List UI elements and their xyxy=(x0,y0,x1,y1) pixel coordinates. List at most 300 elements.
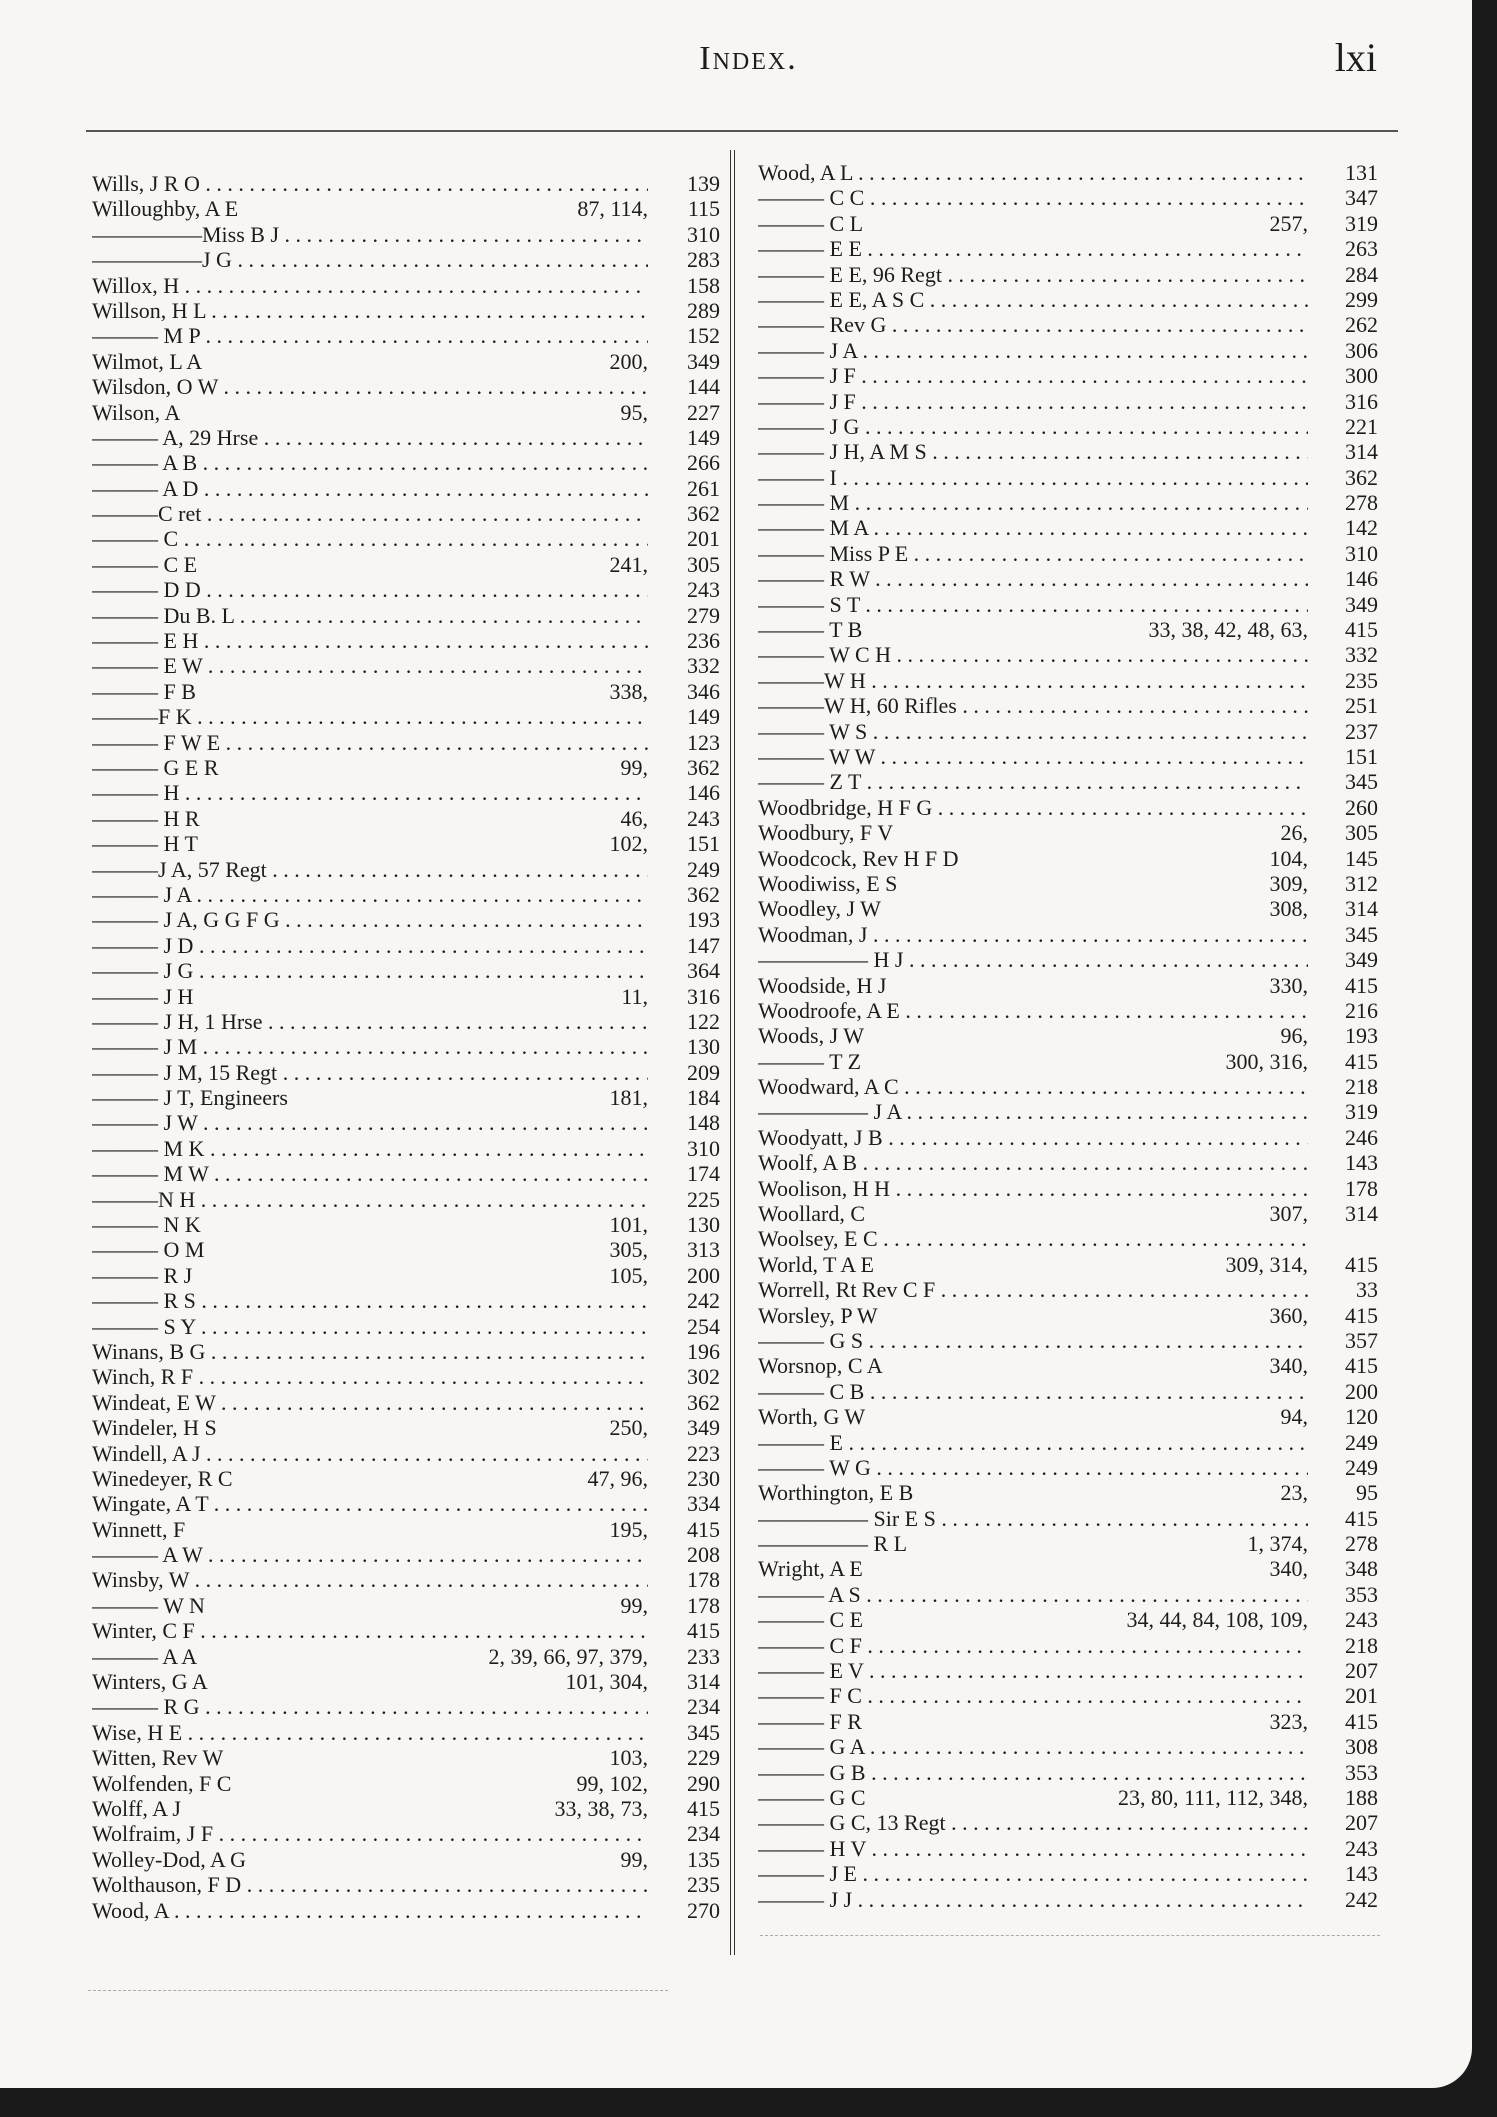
index-entry xyxy=(92,1821,726,1846)
entry-page: 334 xyxy=(687,1491,720,1517)
index-entry xyxy=(758,262,1378,287)
entry-name: ——— A S . . . xyxy=(758,1582,1308,1607)
entry-name: ——— Rev G . . . xyxy=(758,312,1308,337)
entry-name: ——— M K . . . xyxy=(92,1136,648,1161)
entry-page: 332 xyxy=(1345,642,1378,668)
entry-page: 174 xyxy=(687,1161,720,1187)
entry-name: Wilmot, L A xyxy=(92,348,203,374)
index-column-left xyxy=(92,171,726,1923)
index-entry xyxy=(92,806,726,831)
index-entry xyxy=(92,933,726,958)
entry-page: 349 xyxy=(1345,947,1378,973)
entry-references: 250, xyxy=(606,1415,649,1440)
entry-page: 261 xyxy=(687,475,720,501)
entry-name: ———J A, 57 Regt . . . xyxy=(92,857,648,882)
entry-name: ——— J G . . . xyxy=(758,414,1308,439)
index-entry xyxy=(92,1872,726,1897)
entry-page: 310 xyxy=(1345,540,1378,566)
entry-page: 243 xyxy=(1345,1835,1378,1861)
index-entry xyxy=(758,693,1378,718)
entry-page: 123 xyxy=(687,729,720,755)
entry-page: 415 xyxy=(1345,1251,1378,1277)
entry-name: Willoughby, A E xyxy=(92,196,239,222)
entry-page: 151 xyxy=(687,831,720,857)
index-entry xyxy=(758,795,1378,820)
entry-name: Wolfraim, J F . . . xyxy=(92,1821,648,1846)
entry-name: Windeat, E W . . . xyxy=(92,1390,648,1415)
entry-name: ——— J H, A M S . . . xyxy=(758,439,1308,464)
entry-name: ——— S Y . . . xyxy=(92,1314,648,1339)
index-entry xyxy=(92,1060,726,1085)
entry-page: 260 xyxy=(1345,794,1378,820)
entry-name: Winter, C F . . . xyxy=(92,1618,648,1643)
entry-name: ——— A D . . . xyxy=(92,476,648,501)
entry-page: 236 xyxy=(687,628,720,654)
index-entry xyxy=(758,1760,1378,1785)
entry-name: ———N H . . . xyxy=(92,1187,648,1212)
entry-page: 143 xyxy=(1345,1150,1378,1176)
entry-page: 243 xyxy=(1345,1607,1378,1633)
entry-name: Worrell, Rt Rev C F . . . xyxy=(758,1277,1308,1302)
entry-name: ——— E E, A S C . . . xyxy=(758,287,1308,312)
entry-references: 308, xyxy=(1266,896,1309,921)
index-entry xyxy=(758,1125,1378,1150)
entry-page: 313 xyxy=(687,1237,720,1263)
entry-page: 200 xyxy=(687,1262,720,1288)
entry-name: ——— E E . . . xyxy=(758,236,1308,261)
entry-name: Wills, J R O . . . xyxy=(92,171,648,196)
entry-page: 305 xyxy=(687,551,720,577)
index-entry xyxy=(758,642,1378,667)
entry-name: Woolf, A B . . . xyxy=(758,1150,1308,1175)
index-entry xyxy=(92,1237,726,1262)
index-entry xyxy=(758,668,1378,693)
entry-page: 188 xyxy=(1345,1785,1378,1810)
index-entry xyxy=(758,922,1378,947)
entry-name: ——— Miss P E . . . xyxy=(758,541,1308,566)
entry-page: 146 xyxy=(687,780,720,806)
entry-page: 95 xyxy=(1356,1480,1378,1506)
entry-page: 306 xyxy=(1345,337,1378,363)
entry-name: ——— E W . . . xyxy=(92,653,648,678)
index-entry xyxy=(758,338,1378,363)
entry-name: ——— J A . . . xyxy=(92,882,648,907)
entry-name: Wood, A . . . xyxy=(92,1898,648,1923)
index-entry xyxy=(758,1150,1378,1175)
footer-rule-left xyxy=(88,1990,668,1991)
index-entry xyxy=(758,1861,1378,1886)
index-entry xyxy=(758,1353,1378,1378)
entry-page: 415 xyxy=(1345,1708,1378,1734)
entry-page: 314 xyxy=(1345,896,1378,922)
index-entry xyxy=(758,1785,1378,1810)
entry-name: ——— R W . . . xyxy=(758,566,1308,591)
entry-name: ————— J A . . . xyxy=(758,1099,1308,1124)
entry-page: 362 xyxy=(1345,464,1378,490)
index-entry xyxy=(92,730,726,755)
entry-name: Woodman, J . . . xyxy=(758,922,1308,947)
index-entry xyxy=(92,1542,726,1567)
index-entry xyxy=(92,1618,726,1643)
index-entry xyxy=(92,1187,726,1212)
entry-page: 279 xyxy=(687,602,720,628)
entry-name: Wilson, A xyxy=(92,399,181,425)
index-entry xyxy=(92,400,726,425)
index-entry xyxy=(92,273,726,298)
entry-name: ——— F C . . . xyxy=(758,1683,1308,1708)
entry-references: 99, xyxy=(617,755,649,780)
page-number: lxi xyxy=(1334,35,1377,80)
index-entry xyxy=(758,490,1378,515)
index-entry xyxy=(758,719,1378,744)
entry-name: ——— W S . . . xyxy=(758,719,1308,744)
entry-name: ——— J H xyxy=(92,983,194,1009)
entry-page: 120 xyxy=(1345,1404,1378,1430)
entry-name: Worsnop, C A xyxy=(758,1353,883,1379)
entry-page: 266 xyxy=(687,450,720,476)
index-entry xyxy=(758,1404,1378,1429)
entry-page: 310 xyxy=(687,1135,720,1161)
index-entry xyxy=(758,566,1378,591)
entry-name: ——— C . . . xyxy=(92,526,648,551)
entry-name: ——— W N xyxy=(92,1592,205,1618)
index-entry xyxy=(758,1810,1378,1835)
index-entry xyxy=(92,450,726,475)
entry-page: 319 xyxy=(1345,210,1378,236)
entry-references: 195, xyxy=(606,1517,649,1542)
index-entry xyxy=(92,1390,726,1415)
index-entry xyxy=(92,222,726,247)
entry-page: 149 xyxy=(687,704,720,730)
index-column-right xyxy=(758,160,1378,1912)
entry-name: ——— G B . . . xyxy=(758,1760,1308,1785)
entry-page: 193 xyxy=(1345,1023,1378,1049)
entry-name: ——— G C xyxy=(758,1785,866,1810)
index-entry xyxy=(92,1161,726,1186)
entry-page: 251 xyxy=(1345,693,1378,719)
entry-name: ——— H V . . . xyxy=(758,1836,1308,1861)
entry-page: 147 xyxy=(687,932,720,958)
entry-page: 233 xyxy=(687,1643,720,1669)
entry-name: ——— J H, 1 Hrse . . . xyxy=(92,1009,648,1034)
entry-page: 314 xyxy=(687,1669,720,1695)
index-entry xyxy=(92,1567,726,1592)
entry-name: Woodyatt, J B . . . xyxy=(758,1125,1308,1150)
entry-page: 254 xyxy=(687,1313,720,1339)
entry-page: 415 xyxy=(1345,972,1378,998)
index-entry xyxy=(758,592,1378,617)
index-entry xyxy=(758,1531,1378,1556)
entry-page: 131 xyxy=(1345,160,1378,185)
entry-name: ———F K . . . xyxy=(92,704,648,729)
entry-page: 152 xyxy=(687,323,720,349)
index-entry xyxy=(758,1556,1378,1581)
column-divider xyxy=(730,150,735,1955)
entry-page: 308 xyxy=(1345,1734,1378,1760)
entry-page: 148 xyxy=(687,1110,720,1136)
entry-page: 158 xyxy=(687,272,720,298)
entry-page: 415 xyxy=(1345,1353,1378,1379)
entry-name: ——— F R xyxy=(758,1708,862,1734)
entry-page: 178 xyxy=(687,1592,720,1618)
entry-name: ——— M W . . . xyxy=(92,1161,648,1186)
entry-page: 237 xyxy=(1345,718,1378,744)
entry-page: 139 xyxy=(687,171,720,196)
entry-page: 178 xyxy=(687,1567,720,1593)
entry-name: Woodroofe, A E . . . xyxy=(758,998,1308,1023)
entry-name: Witten, Rev W xyxy=(92,1745,224,1771)
index-entry xyxy=(758,1480,1378,1505)
entry-name: ————— H J . . . xyxy=(758,947,1308,972)
entry-name: ——— J J . . . xyxy=(758,1887,1308,1912)
entry-name: ———W H, 60 Rifles . . . xyxy=(758,693,1308,718)
index-entry xyxy=(92,1339,726,1364)
entry-name: ——— F B xyxy=(92,678,196,704)
entry-references: 305, xyxy=(606,1237,649,1262)
entry-page: 353 xyxy=(1345,1581,1378,1607)
entry-page: 144 xyxy=(687,374,720,400)
entry-references: 257, xyxy=(1266,211,1309,236)
entry-name: ——— J F . . . xyxy=(758,389,1308,414)
index-entry xyxy=(92,1441,726,1466)
entry-name: ——— E V . . . xyxy=(758,1658,1308,1683)
entry-name: ——— R S . . . xyxy=(92,1288,648,1313)
entry-name: ——— J A, G G F G . . . xyxy=(92,907,648,932)
entry-page: 415 xyxy=(687,1796,720,1821)
entry-page: 263 xyxy=(1345,236,1378,262)
entry-name: ——— E . . . xyxy=(758,1430,1308,1455)
entry-name: ————— R L xyxy=(758,1531,908,1557)
entry-name: ——— F W E . . . xyxy=(92,730,648,755)
index-entry xyxy=(92,1796,726,1821)
entry-name: ——— J A . . . xyxy=(758,338,1308,363)
entry-page: 300 xyxy=(1345,363,1378,389)
entry-references: 99, xyxy=(617,1847,649,1872)
entry-page: 249 xyxy=(687,856,720,882)
entry-references: 23, 80, 111, 112, 348, xyxy=(1114,1785,1308,1810)
entry-name: Woodward, A C . . . xyxy=(758,1074,1308,1099)
entry-page: 362 xyxy=(687,754,720,780)
page-title: Index. xyxy=(699,40,798,77)
index-entry xyxy=(92,1110,726,1135)
entry-page: 208 xyxy=(687,1542,720,1568)
entry-name: ——— C C . . . xyxy=(758,185,1308,210)
entry-page: 122 xyxy=(687,1008,720,1034)
entry-references: 338, xyxy=(606,679,649,704)
index-entry xyxy=(92,577,726,602)
index-entry xyxy=(758,1455,1378,1480)
index-entry xyxy=(92,476,726,501)
entry-page: 242 xyxy=(1345,1886,1378,1912)
entry-references: 309, xyxy=(1266,871,1309,896)
entry-page: 345 xyxy=(1345,769,1378,795)
index-entry xyxy=(92,831,726,856)
entry-name: —————Miss B J . . . xyxy=(92,222,648,247)
entry-page: 270 xyxy=(687,1897,720,1923)
entry-name: ——— M P . . . xyxy=(92,323,648,348)
entry-name: Woolsey, E C . . . xyxy=(758,1226,1308,1251)
index-entry xyxy=(758,414,1378,439)
entry-page: 316 xyxy=(1345,388,1378,414)
entry-page: 305 xyxy=(1345,820,1378,846)
entry-name: Woodiwiss, E S xyxy=(758,870,898,896)
index-entry xyxy=(92,552,726,577)
entry-references: 323, xyxy=(1266,1709,1309,1734)
entry-name: ——— J D . . . xyxy=(92,933,648,958)
entry-name: Worthington, E B xyxy=(758,1480,914,1506)
entry-page: 415 xyxy=(1345,1505,1378,1531)
entry-references: 34, 44, 84, 108, 109, xyxy=(1123,1607,1309,1632)
entry-name: Woodside, H J xyxy=(758,972,887,998)
entry-name: World, T A E xyxy=(758,1251,874,1277)
index-entry xyxy=(758,439,1378,464)
entry-references: 95, xyxy=(617,400,649,425)
entry-name: Woodcock, Rev H F D xyxy=(758,845,959,871)
entry-name: ——— M A . . . xyxy=(758,515,1308,540)
entry-references: 309, 314, xyxy=(1222,1252,1309,1277)
entry-name: ———C ret . . . xyxy=(92,501,648,526)
entry-page: 415 xyxy=(1345,1048,1378,1074)
entry-page: 142 xyxy=(1345,515,1378,541)
index-entry xyxy=(758,1582,1378,1607)
index-entry xyxy=(758,1303,1378,1328)
index-entry xyxy=(92,704,726,729)
entry-page: 243 xyxy=(687,805,720,831)
entry-page: 347 xyxy=(1345,185,1378,211)
entry-references: 101, 304, xyxy=(562,1669,649,1694)
entry-name: ——— R G . . . xyxy=(92,1694,648,1719)
index-entry xyxy=(92,1491,726,1516)
entry-references: 47, 96, xyxy=(584,1466,649,1491)
index-entry xyxy=(758,1328,1378,1353)
entry-page: 362 xyxy=(687,1389,720,1415)
index-entry xyxy=(92,907,726,932)
entry-name: ——— C B . . . xyxy=(758,1379,1308,1404)
entry-page: 196 xyxy=(687,1338,720,1364)
entry-references: 94, xyxy=(1277,1404,1309,1429)
entry-page: 143 xyxy=(1345,1861,1378,1887)
index-entry xyxy=(758,1277,1378,1302)
index-entry xyxy=(758,973,1378,998)
entry-page: 290 xyxy=(687,1770,720,1796)
index-entry xyxy=(758,947,1378,972)
entry-page: 348 xyxy=(1345,1556,1378,1582)
entry-name: Wingate, A T . . . xyxy=(92,1491,648,1516)
entry-name: ———W H . . . xyxy=(758,668,1308,693)
entry-name: ——— A, 29 Hrse . . . xyxy=(92,425,648,450)
entry-page: 145 xyxy=(1345,845,1378,871)
entry-page: 201 xyxy=(1345,1683,1378,1709)
entry-page: 130 xyxy=(687,1034,720,1060)
index-entry xyxy=(92,1898,726,1923)
index-entry xyxy=(92,1085,726,1110)
entry-page: 345 xyxy=(1345,921,1378,947)
index-entry xyxy=(92,1669,726,1694)
entry-name: ——— Du B. L . . . xyxy=(92,603,648,628)
index-entry xyxy=(758,541,1378,566)
entry-page: 349 xyxy=(687,1415,720,1441)
entry-page: 200 xyxy=(1345,1378,1378,1404)
entry-page: 349 xyxy=(1345,591,1378,617)
entry-name: ——— G C, 13 Regt . . . xyxy=(758,1810,1308,1835)
index-entry xyxy=(92,526,726,551)
entry-page: 312 xyxy=(1345,870,1378,896)
index-entry xyxy=(92,882,726,907)
index-entry xyxy=(92,1136,726,1161)
entry-page: 345 xyxy=(687,1719,720,1745)
entry-page: 33 xyxy=(1356,1277,1378,1303)
index-entry xyxy=(92,1364,726,1389)
entry-name: Wilsdon, O W . . . xyxy=(92,374,648,399)
index-entry xyxy=(758,1734,1378,1759)
index-entry xyxy=(758,820,1378,845)
entry-references: 181, xyxy=(606,1085,649,1110)
index-entry xyxy=(92,349,726,374)
entry-name: Woolison, H H . . . xyxy=(758,1176,1308,1201)
index-entry xyxy=(758,871,1378,896)
entry-page: 234 xyxy=(687,1694,720,1720)
entry-name: ——— J G . . . xyxy=(92,958,648,983)
index-entry xyxy=(92,1034,726,1059)
entry-name: Worth, G W xyxy=(758,1404,866,1430)
entry-name: ——— J W . . . xyxy=(92,1110,648,1135)
index-entry xyxy=(92,1720,726,1745)
index-entry xyxy=(758,312,1378,337)
entry-page: 178 xyxy=(1345,1175,1378,1201)
index-entry xyxy=(758,1176,1378,1201)
index-entry xyxy=(92,679,726,704)
index-entry xyxy=(92,1314,726,1339)
index-entry xyxy=(758,1887,1378,1912)
entry-name: —————J G . . . xyxy=(92,247,648,272)
entry-page: 115 xyxy=(687,196,720,222)
entry-page: 249 xyxy=(1345,1429,1378,1455)
index-entry xyxy=(92,374,726,399)
index-entry xyxy=(92,1288,726,1313)
index-entry xyxy=(758,1607,1378,1632)
index-entry xyxy=(92,1212,726,1237)
entry-page: 316 xyxy=(687,983,720,1009)
entry-name: ——— C E xyxy=(92,551,198,577)
index-entry xyxy=(92,1593,726,1618)
index-entry xyxy=(758,1023,1378,1048)
entry-page: 216 xyxy=(1345,997,1378,1023)
entry-page: 278 xyxy=(1345,490,1378,516)
entry-page: 353 xyxy=(1345,1759,1378,1785)
entry-name: ——— J M, 15 Regt . . . xyxy=(92,1060,648,1085)
entry-references: 96, xyxy=(1277,1023,1309,1048)
entry-references: 46, xyxy=(617,806,649,831)
index-entry xyxy=(92,1745,726,1770)
entry-page: 146 xyxy=(1345,566,1378,592)
index-entry xyxy=(92,1517,726,1542)
entry-references: 99, 102, xyxy=(573,1771,649,1796)
entry-references: 33, 38, 73, xyxy=(551,1796,649,1821)
entry-page: 151 xyxy=(1345,743,1378,769)
entry-references: 2, 39, 66, 97, 379, xyxy=(485,1644,649,1669)
entry-references: 360, xyxy=(1266,1303,1309,1328)
index-entry xyxy=(758,1658,1378,1683)
index-entry xyxy=(92,628,726,653)
index-entry xyxy=(758,1379,1378,1404)
index-entry xyxy=(758,744,1378,769)
entry-name: ——— H R xyxy=(92,805,200,831)
entry-page: 234 xyxy=(687,1821,720,1847)
entry-name: ——— I . . . xyxy=(758,465,1308,490)
entry-page: 415 xyxy=(1345,617,1378,643)
index-entry xyxy=(758,1201,1378,1226)
index-entry xyxy=(92,755,726,780)
